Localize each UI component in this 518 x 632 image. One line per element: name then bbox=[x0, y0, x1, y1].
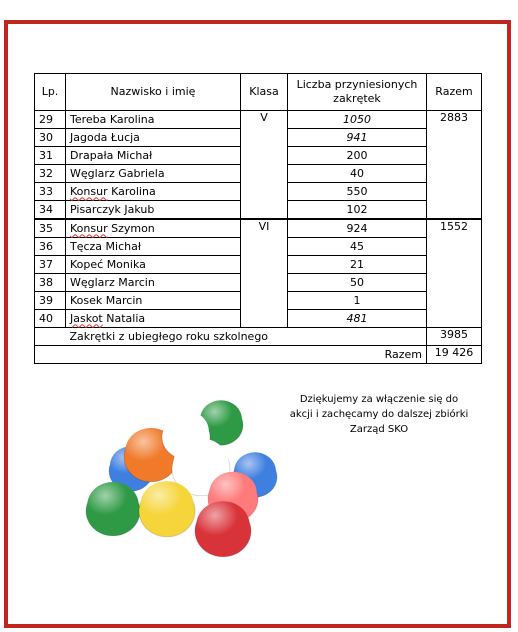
name-cell: Kosek Marcin bbox=[66, 292, 241, 310]
lp-cell: 35 bbox=[35, 219, 66, 238]
header-name: Nazwisko i imię bbox=[66, 74, 241, 111]
count-cell: 924 bbox=[288, 219, 427, 238]
table-row bbox=[35, 219, 482, 238]
lp-cell: 39 bbox=[35, 292, 66, 310]
razem-cell: 1552 bbox=[427, 219, 482, 328]
count-cell: 550 bbox=[288, 183, 427, 201]
results-table bbox=[34, 73, 482, 364]
name-first: Natalia bbox=[102, 311, 146, 325]
lp-cell: 37 bbox=[35, 256, 66, 274]
count-cell: 941 bbox=[288, 129, 427, 147]
lp-cell: 33 bbox=[35, 183, 66, 201]
name-cell: Węglarz Gabriela bbox=[66, 165, 241, 183]
lp-cell: 32 bbox=[35, 165, 66, 183]
lp-cell: 30 bbox=[35, 129, 66, 147]
name-surname: Konsur bbox=[70, 184, 108, 198]
lp-cell: 34 bbox=[35, 201, 66, 220]
thanks-message bbox=[272, 392, 486, 437]
bottle-cap bbox=[195, 501, 251, 557]
header-razem: Razem bbox=[427, 74, 482, 111]
name-cell: Węglarz Marcin bbox=[66, 274, 241, 292]
name-cell: Tereba Karolina bbox=[66, 111, 241, 129]
count-cell: 21 bbox=[288, 256, 427, 274]
total-label: Razem bbox=[35, 346, 427, 364]
lp-cell: 38 bbox=[35, 274, 66, 292]
name-first: Szymon bbox=[107, 221, 155, 235]
previous-year-value: 3985 bbox=[427, 328, 482, 346]
name-cell bbox=[66, 310, 241, 328]
klasa-cell: VI bbox=[241, 219, 288, 328]
previous-year-label: Zakrętki z ubiegłego roku szkolnego bbox=[66, 328, 427, 346]
table-header-row bbox=[35, 74, 482, 111]
count-cell: 200 bbox=[288, 147, 427, 165]
name-first: Karolina bbox=[107, 184, 156, 198]
thanks-line-3: Zarząd SKO bbox=[349, 424, 409, 435]
count-cell: 50 bbox=[288, 274, 427, 292]
lp-cell: 31 bbox=[35, 147, 66, 165]
empty-cell bbox=[35, 328, 66, 346]
name-surname: Konsur bbox=[70, 221, 108, 235]
klasa-cell: V bbox=[241, 111, 288, 220]
thanks-line-1: Dziękujemy za włączenie się do bbox=[299, 394, 459, 405]
bottle-cap bbox=[139, 481, 195, 537]
header-lp: Lp. bbox=[35, 74, 66, 111]
count-cell: 1 bbox=[288, 292, 427, 310]
total-value: 19 426 bbox=[427, 346, 482, 364]
header-klasa: Klasa bbox=[241, 74, 288, 111]
name-cell: Tęcza Michał bbox=[66, 238, 241, 256]
name-cell bbox=[66, 183, 241, 201]
name-cell: Pisarczyk Jakub bbox=[66, 201, 241, 220]
lp-cell: 29 bbox=[35, 111, 66, 129]
previous-year-row bbox=[35, 328, 482, 346]
bottle-cap bbox=[86, 482, 140, 536]
count-cell: 481 bbox=[288, 310, 427, 328]
name-cell bbox=[66, 219, 241, 238]
thanks-line-2: akcji i zachęcamy do dalszej zbiórki bbox=[289, 409, 469, 420]
header-count: Liczba przyniesionych zakrętek bbox=[288, 74, 427, 111]
razem-cell: 2883 bbox=[427, 111, 482, 220]
total-row bbox=[35, 346, 482, 364]
lp-cell: 36 bbox=[35, 238, 66, 256]
count-cell: 1050 bbox=[288, 111, 427, 129]
bottle-caps-image bbox=[83, 393, 283, 563]
count-cell: 102 bbox=[288, 201, 427, 220]
name-surname: Jaskot bbox=[70, 311, 103, 325]
count-cell: 45 bbox=[288, 238, 427, 256]
name-cell: Kopeć Monika bbox=[66, 256, 241, 274]
table-row bbox=[35, 111, 482, 129]
name-cell: Jagoda Łucja bbox=[66, 129, 241, 147]
name-cell: Drapała Michał bbox=[66, 147, 241, 165]
count-cell: 40 bbox=[288, 165, 427, 183]
lp-cell: 40 bbox=[35, 310, 66, 328]
page-frame-bottom bbox=[4, 624, 511, 628]
